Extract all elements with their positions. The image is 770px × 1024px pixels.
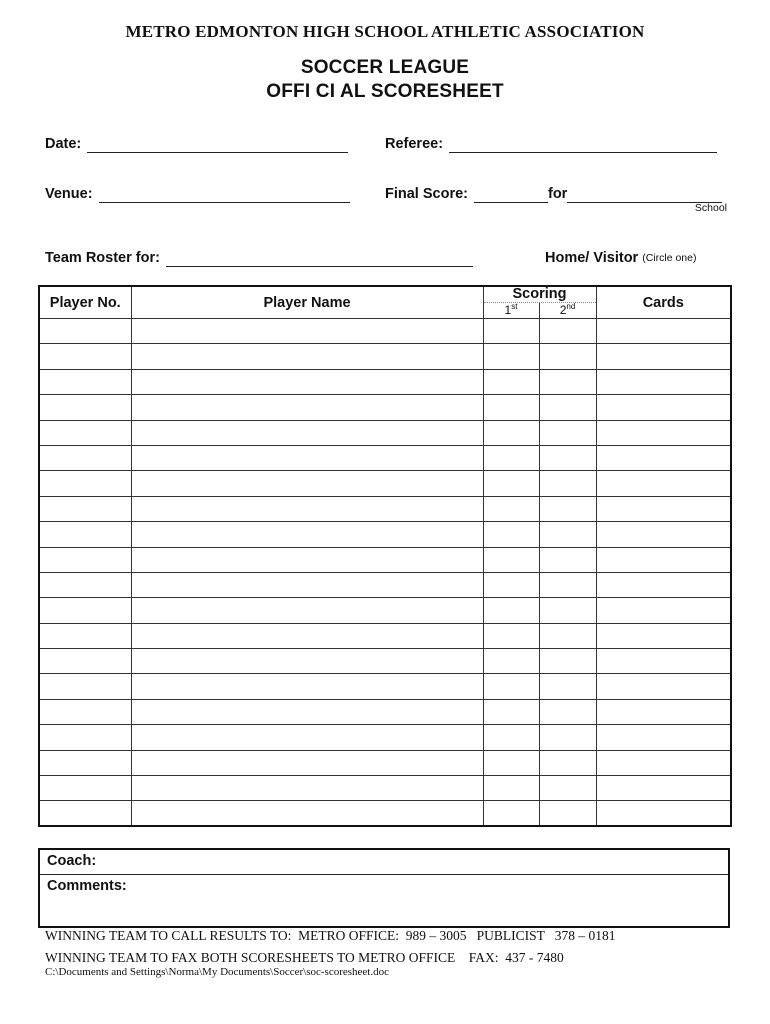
player-no-cell [39,522,131,547]
roster-rows [39,319,731,827]
page-title-line1: SOCCER LEAGUE [300,57,470,78]
cards-cell [596,547,731,572]
roster-row [39,750,731,775]
scoring-second-cell [539,471,596,496]
scoring-first-cell [483,699,539,724]
scoring-first-cell [483,572,539,597]
cards-cell [596,649,731,674]
player-no-cell [39,496,131,521]
for-label: for [548,186,568,202]
player-name-cell [131,649,483,674]
player-name-cell [131,776,483,801]
scoring-second-cell [539,776,596,801]
scoring-second-cell [539,725,596,750]
scoring-second-cell [539,395,596,420]
player-no-cell [39,572,131,597]
player-no-cell [39,369,131,394]
cards-cell [596,471,731,496]
team-roster-blank-line [166,252,473,267]
col-header-scoring [483,286,596,319]
roster-row [39,598,731,623]
scoring-second-cell [539,420,596,445]
scoring-first-cell [483,369,539,394]
scoring-first-cell [483,395,539,420]
scoring-second-cell [539,369,596,394]
player-no-cell [39,623,131,648]
player-no-cell [39,598,131,623]
player-name-cell [131,750,483,775]
roster-table-header [39,286,731,319]
player-name-cell [131,522,483,547]
col-header-first-half [484,303,540,318]
roster-table [38,285,732,827]
scoring-first-cell [483,623,539,648]
col-header-second-half [540,303,596,318]
player-name-cell [131,572,483,597]
scoring-first-cell [483,420,539,445]
scoring-second-cell [539,750,596,775]
roster-row [39,572,731,597]
player-no-cell [39,649,131,674]
player-name-cell [131,445,483,470]
cards-cell [596,699,731,724]
final-score-blank-line [474,188,548,203]
scoring-first-cell [483,547,539,572]
circle-one-caption: (Circle one) [642,252,697,264]
scoring-second-cell [539,801,596,826]
roster-header-row [39,286,731,319]
roster-row [39,547,731,572]
cards-cell [596,395,731,420]
date-field [45,136,348,153]
scoring-subheader [484,303,596,318]
final-score-school-blank-line [567,188,722,203]
first-half-ordinal: st [511,302,518,311]
home-visitor-label: Home/ Visitor [545,250,639,266]
home-visitor-field [545,250,696,267]
cards-cell [596,522,731,547]
player-no-cell [39,750,131,775]
roster-row [39,776,731,801]
scoring-second-cell [539,319,596,344]
scoring-first-cell [483,496,539,521]
col-header-cards: Cards [596,286,731,319]
cards-cell [596,725,731,750]
scoring-first-cell [483,776,539,801]
player-name-cell [131,547,483,572]
scoring-first-cell [483,522,539,547]
cards-cell [596,445,731,470]
footer-fax-instruction: WINNING TEAM TO FAX BOTH SCORESHEETS TO METRO OFFICE FAX: 437 - 7480 [45,950,564,965]
scoring-first-cell [483,725,539,750]
player-name-cell [131,598,483,623]
scoring-second-cell [539,547,596,572]
second-half-ordinal: nd [566,302,576,311]
scoring-second-cell [539,344,596,369]
player-no-cell [39,471,131,496]
referee-field [385,136,717,153]
scoring-header-block [484,287,596,318]
roster-row [39,699,731,724]
roster-row [39,623,731,648]
footer-file-path: C:\Documents and Settings\Norma\My Documents\Soccer\soc-scoresheet.doc [45,966,389,978]
final-score-label: Final Score: [385,186,468,202]
col-header-player-no: Player No. [39,286,131,319]
player-no-cell [39,319,131,344]
scoring-second-cell [539,445,596,470]
second-half-number: 2 [559,303,567,317]
roster-row [39,369,731,394]
scoring-first-cell [483,598,539,623]
cards-cell [596,420,731,445]
first-half-number: 1 [504,303,512,317]
roster-row [39,674,731,699]
player-no-cell [39,801,131,826]
date-blank-line [87,138,348,153]
player-no-cell [39,344,131,369]
association-title: METRO EDMONTON HIGH SCHOOL ATHLETIC ASSOCIATION [125,22,645,41]
col-header-player-name: Player Name [131,286,483,319]
player-no-cell [39,699,131,724]
cards-cell [596,344,731,369]
scoring-second-cell [539,674,596,699]
scoring-second-cell [539,572,596,597]
roster-row [39,344,731,369]
cards-cell [596,369,731,394]
player-name-cell [131,725,483,750]
venue-blank-line [99,188,350,203]
roster-row [39,445,731,470]
player-no-cell [39,445,131,470]
date-label: Date: [45,136,82,152]
final-score-field [385,186,722,203]
scoring-first-cell [483,750,539,775]
roster-row [39,319,731,344]
team-roster-label: Team Roster for: [45,250,160,266]
roster-row [39,725,731,750]
referee-label: Referee: [385,136,444,152]
scoring-first-cell [483,445,539,470]
scoring-second-cell [539,598,596,623]
coach-row [40,850,728,875]
player-name-cell [131,496,483,521]
cards-cell [596,319,731,344]
comments-row [40,875,728,926]
venue-label: Venue: [45,186,93,202]
player-name-cell [131,674,483,699]
scoring-first-cell [483,801,539,826]
scoring-second-cell [539,699,596,724]
roster-row [39,420,731,445]
scoring-first-cell [483,674,539,699]
cards-cell [596,674,731,699]
scoring-second-cell [539,522,596,547]
scoring-second-cell [539,649,596,674]
roster-row [39,395,731,420]
player-name-cell [131,395,483,420]
scoring-first-cell [483,319,539,344]
player-no-cell [39,674,131,699]
scoring-second-cell [539,623,596,648]
scoring-first-cell [483,471,539,496]
roster-row [39,649,731,674]
player-no-cell [39,395,131,420]
roster-row [39,522,731,547]
comments-label: Comments: [47,878,127,894]
player-no-cell [39,776,131,801]
player-name-cell [131,623,483,648]
cards-cell [596,496,731,521]
roster-row [39,496,731,521]
cards-cell [596,750,731,775]
player-name-cell [131,319,483,344]
player-name-cell [131,699,483,724]
player-no-cell [39,547,131,572]
scoring-second-cell [539,496,596,521]
cards-cell [596,598,731,623]
player-name-cell [131,369,483,394]
cards-cell [596,572,731,597]
referee-blank-line [449,138,717,153]
roster-row [39,471,731,496]
roster-row [39,801,731,826]
player-name-cell [131,801,483,826]
team-roster-field [45,250,473,267]
player-no-cell [39,725,131,750]
page-title-line2: OFFI CI AL SCORESHEET [266,81,504,102]
footer-call-results: WINNING TEAM TO CALL RESULTS TO: METRO OFFICE: 989 – 3005 PUBLICIST 378 – 0181 [45,928,616,943]
coach-comments-box [38,848,730,928]
cards-cell [596,776,731,801]
player-name-cell [131,471,483,496]
player-name-cell [131,344,483,369]
coach-label: Coach: [47,853,97,869]
scoring-title: Scoring [484,287,596,303]
school-caption: School [694,202,727,214]
cards-cell [596,623,731,648]
player-name-cell [131,420,483,445]
scoring-first-cell [483,344,539,369]
cards-cell [596,801,731,826]
venue-field [45,186,350,203]
player-no-cell [39,420,131,445]
scoring-first-cell [483,649,539,674]
